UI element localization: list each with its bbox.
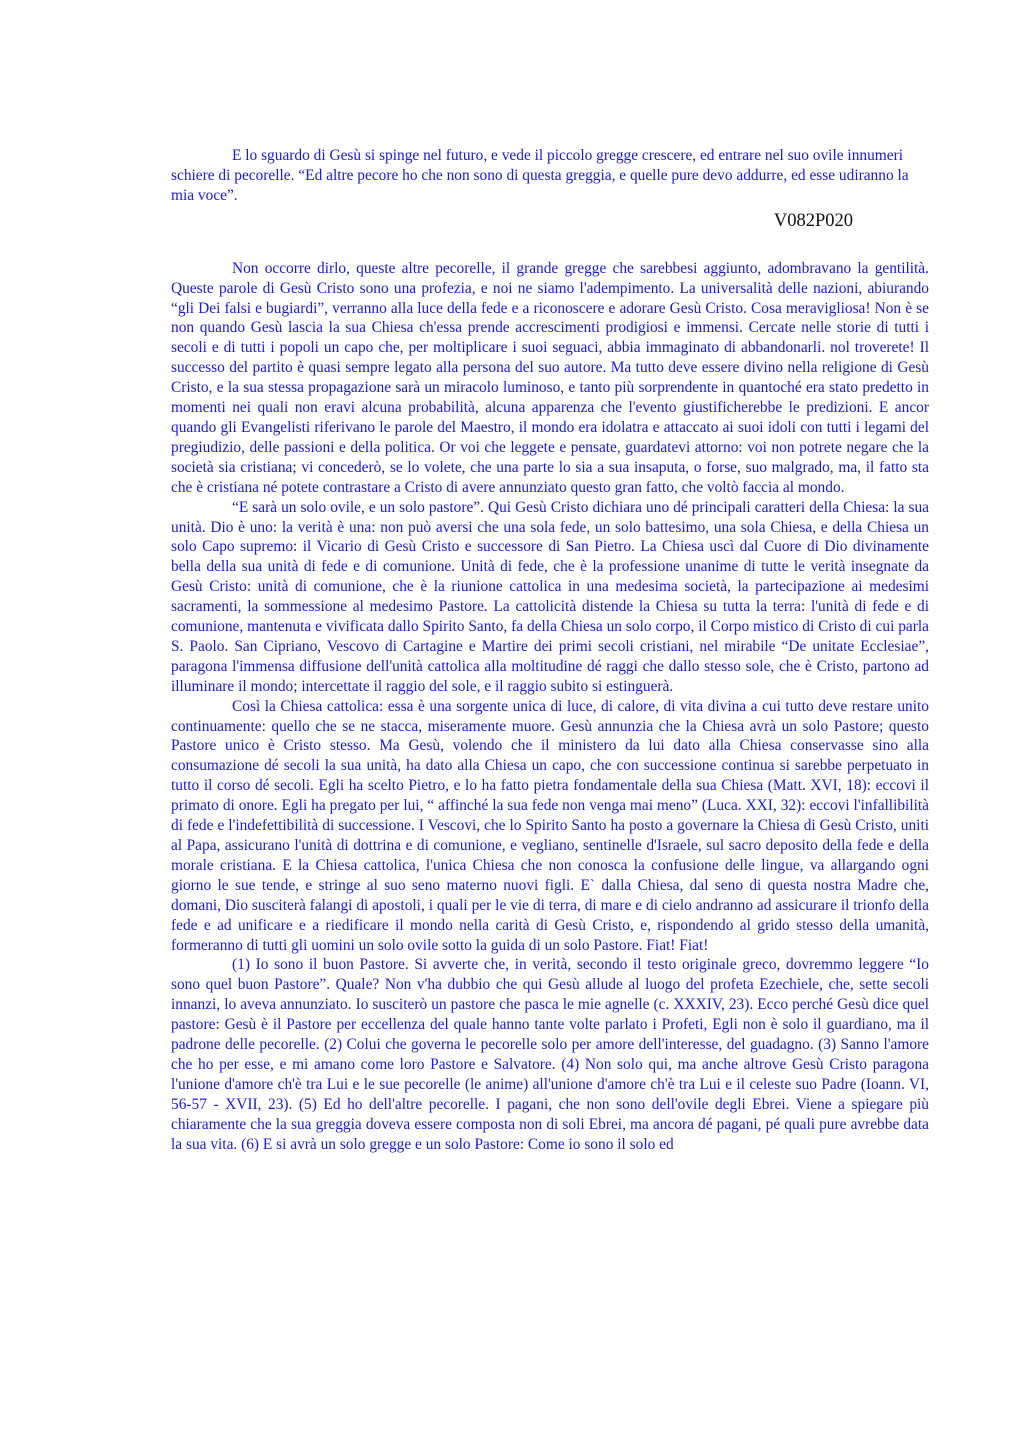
document-page: [171, 146, 929, 1155]
paragraph-2: Non occorre dirlo, queste altre pecorelle, il grande gregge che sarebbesi aggiunto, adombravano la gentilità. Queste parole di Gesù Cristo sono una profezia, e noi ne siamo l'adempimento. La universalità delle nazioni, abiurando “gli Dei falsi e bugiardi”, verranno alla luce della fede e a riconoscere e adorare Gesù Cristo. Cosa meravigliosa! Non è se non quando Gesù lascia la sua Chiesa ch'essa prende accrescimenti prodigiosi e immensi. Cercate nelle storie di tutti i secoli e di tutti i popoli un capo che, per moltiplicare i suoi seguaci, abbia immaginato di abbandonarli. nol troverete! Il successo del partito è quasi sempre legato alla persona del suo autore. Ma tutto deve essere divino nella religione di Gesù Cristo, e la sua stessa propagazione sarà un miracolo luminoso, e tanto più sorprendente in quantoché era stato predetto in momenti nei quali non eravi alcuna probabilità, alcuna apparenza che l'evento giustificherebbe le predizioni. E ancor quando gli Evangelisti riferivano le parole del Maestro, il mondo era idolatra e attaccato ai suoi idoli con tutti i legami del pregiudizio, delle passioni e della politica. Or voi che leggete e pensate, guardatevi attorno: voi non potrete negare che la società sia cristiana; vi concederò, se lo volete, che una parte lo sia a sua insaputa, o forse, suo malgrado, ma, il fatto sta che è cristiana né potete contrastare a Cristo di avere annunziato questo gran fatto, che voltò faccia al mondo.: [171, 259, 929, 496]
paragraph-spacer: [171, 233, 929, 259]
paragraph-1: E lo sguardo di Gesù si spinge nel futuro, e vede il piccolo gregge crescere, ed entrare nel suo ovile innumeri schiere di pecorelle. “Ed altre pecore ho che non sono di questa greggia, e quelle pure devo addurre, ed esse udiranno la mia voce”.: [171, 147, 909, 204]
paragraph-3: “E sarà un solo ovile, e un solo pastore”. Qui Gesù Cristo dichiara uno dé principali caratteri della Chiesa: la sua unità. Dio è uno: la verità è una: non può aversi che una sola fede, un solo battesimo, una sola Chiesa, e della Chiesa un solo Capo supremo: il Vicario di Gesù Cristo e successore di San Pietro. La Chiesa uscì dal Cuore di Dio divinamente bella della sua unità di fede e di comunione. Unità di fede, che è la professione unanime di tutte le verità insegnate da Gesù Cristo: unità di comunione, che è la riunione cattolica in una medesima società, la partecipazione ai medesimi sacramenti, la sommessione al medesimo Pastore. La cattolicità distende la Chiesa su tutta la terra: l'unità di fede e di comunione, mantenuta e vivificata dallo Spirito Santo, fa della Chiesa un solo corpo, il Corpo mistico di Cristo di cui parla S. Paolo. San Cipriano, Vescovo di Cartagine e Martire dei primi secoli cristiani, nel mirabile “De unitate Ecclesiae”, paragona l'immensa diffusione dell'unità cattolica alla moltitudine dé raggi che dallo stesso sole, che è Cristo, partono ad illuminare il mondo; intercettate il raggio del sole, e il raggio subito si estinguerà.: [171, 498, 929, 695]
page-code: V082P020: [773, 210, 853, 231]
paragraph-4: Così la Chiesa cattolica: essa è una sorgente unica di luce, di calore, di vita divina a cui tutto deve restare unito continuamente: quello che se ne stacca, miseramente muore. Gesù annunzia che la Chiesa avrà un solo Pastore; questo Pastore unico è Cristo stesso. Ma Gesù, volendo che il ministero da lui dato alla Chiesa conservasse sino alla consumazione dé secoli la sua unità, ha dato alla Chiesa un capo, che con successione continua si sarebbe perpetuato in tutto il corso dé secoli. Egli ha scelto Pietro, e lo ha fatto pietra fondamentale della sua Chiesa (Matt. XVI, 18): eccovi il primato di onore. Egli ha pregato per lui, “ affinché la sua fede non venga mai meno” (Luca. XXI, 32): eccovi l'infallibilità di fede e l'indefettibilità di successione. I Vescovi, che lo Spirito Santo ha posto a governare la Chiesa di Gesù Cristo, uniti al Papa, assicurano l'unità di dottrina e di comunione, e vegliano, sentinelle d'Israele, sul sacro deposito della fede e della morale cristiana. E la Chiesa cattolica, l'unica Chiesa che non conosca la confusione delle lingue, va allargando ogni giorno le sue tende, e stringe al suo seno materno nuovi figli. E` dalla Chiesa, dal seno di questa nostra Madre che, domani, Dio susciterà falangi di apostoli, i quali per le vie di terra, di mare e di cielo andranno ad assicurare il trionfo della fede e ad unificare e a riedificare il mondo nella carità di Gesù Cristo, e, rispondendo al grido stesso della umanità, formeranno di tutti gli uomini un solo ovile sotto la guida di un solo Pastore. Fiat! Fiat!: [171, 697, 929, 954]
paragraph-5: (1) Io sono il buon Pastore. Si avverte che, in verità, secondo il testo originale greco, dovremmo leggere “Io sono quel buon Pastore”. Quale? Non v'ha dubbio che qui Gesù allude al luogo del profeta Ezechiele, che, sette secoli innanzi, lo aveva annunziato. Io susciterò un pastore che pasca le mie agnelle (c. XXXIV, 23). Ecco perché Gesù dice quel pastore: Gesù è il Pastore per eccellenza del quale hanno tante volte parlato i Profeti, Egli non è solo il guardiano, ma il padrone delle pecorelle. (2) Colui che governa le pecorelle solo per amore dell'interesse, del guadagno. (3) Sanno l'amore che ho per esse, e mi amano come loro Pastore e Salvatore. (4) Non solo qui, ma anche altrove Gesù Cristo paragona l'unione d'amore ch'è tra Lui e le sue pecorelle (le anime) all'unione d'amore ch'è tra Lui e il celeste suo Padre (Ioann. VI, 56-57 - XVII, 23). (5) Ed ho dell'altre pecorelle. I pagani, che non sono dell'ovile degli Ebrei. Viene a spiegare più chiaramente che la sua greggia doveva essere composta non di soli Ebrei, ma ancora dé pagani, pé quali pure avrebbe data la sua vita. (6) E si avrà un solo gregge e un solo Pastore: Come io sono il solo ed: [171, 956, 929, 1153]
